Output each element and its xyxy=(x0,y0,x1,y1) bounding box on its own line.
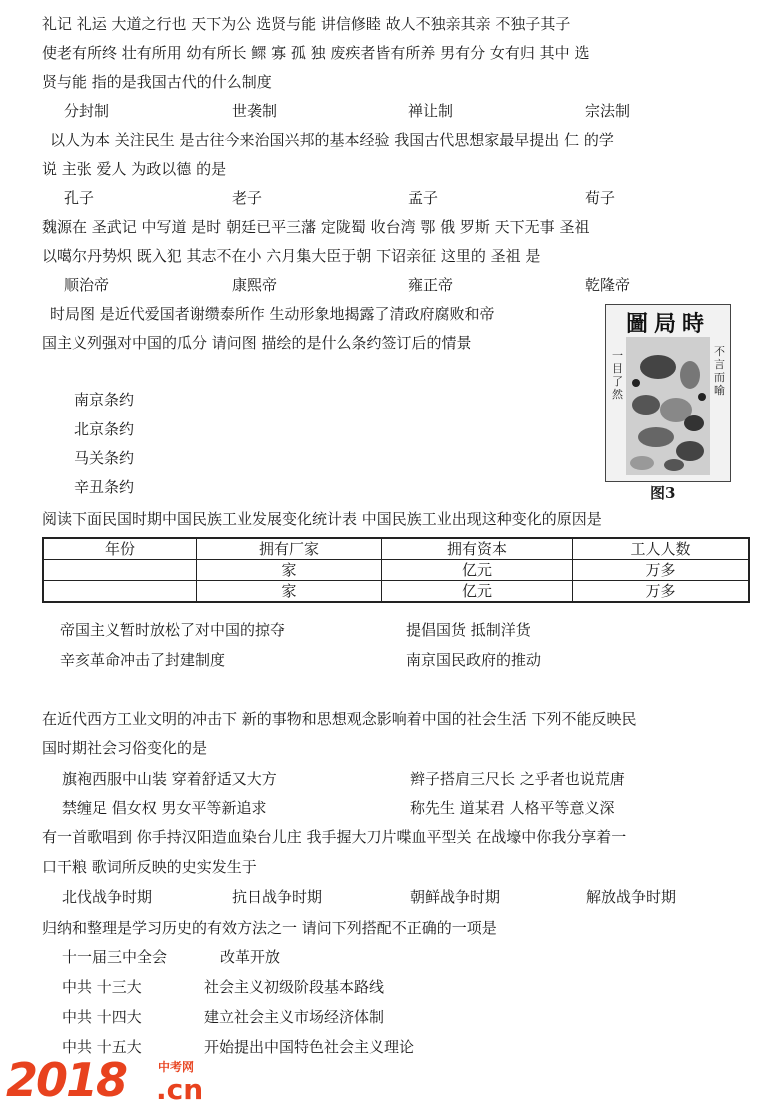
q4-option-a: 南京条约 xyxy=(74,391,135,409)
figure-side-right-text: 不言而喻 xyxy=(714,345,725,397)
q1-option-c: 禅让制 xyxy=(408,102,454,120)
q2-option-a: 孔子 xyxy=(64,189,95,207)
q8-option-b-left: 中共 十三大 xyxy=(62,978,142,996)
table-header-row xyxy=(43,538,749,560)
table-header-year: 年份 xyxy=(43,538,197,560)
logo-number: 2018 xyxy=(6,1053,127,1107)
q3-option-c: 雍正帝 xyxy=(408,276,454,294)
table-cell-year xyxy=(43,581,197,603)
figure-side-left-text: 一目了然 xyxy=(612,349,623,401)
q4-line1: 时局图 是近代爱国者谢缵泰所作 生动形象地揭露了清政府腐败和帝 xyxy=(50,305,495,323)
zhongkao-logo xyxy=(6,1052,236,1110)
figure-caption: 图3 xyxy=(650,484,676,502)
q1-line3: 贤与能 指的是我国古代的什么制度 xyxy=(42,73,272,91)
q8-option-d-left: 中共 十五大 xyxy=(62,1038,142,1056)
q1-option-d: 宗法制 xyxy=(585,102,631,120)
q2-option-d: 荀子 xyxy=(585,189,616,207)
shiju-tu-illustration xyxy=(606,305,730,481)
q2-line2: 说 主张 爱人 为政以德 的是 xyxy=(42,160,227,178)
q6-option-b: 辫子搭肩三尺长 之乎者也说荒唐 xyxy=(410,770,625,788)
logo-tag: 中考网 xyxy=(158,1060,195,1074)
q5-option-d: 南京国民政府的推动 xyxy=(406,651,542,669)
table-header-workers: 工人人数 xyxy=(573,538,750,560)
q4-option-c: 马关条约 xyxy=(74,449,135,467)
q7-option-b: 抗日战争时期 xyxy=(232,888,323,906)
q8-option-b-right: 社会主义初级阶段基本路线 xyxy=(204,978,385,996)
q1-option-a: 分封制 xyxy=(64,102,110,120)
q6-line1: 在近代西方工业文明的冲击下 新的事物和思想观念影响着中国的社会生活 下列不能反映民 xyxy=(42,710,637,728)
q1-line1: 礼记 礼运 大道之行也 天下为公 选贤与能 讲信修睦 故人不独亲其亲 不独子其子 xyxy=(42,15,571,33)
q4-line2: 国主义列强对中国的瓜分 请问图 描绘的是什么条约签订后的情景 xyxy=(42,334,472,352)
q3-option-d: 乾隆帝 xyxy=(585,276,631,294)
q5-option-c: 辛亥革命冲击了封建制度 xyxy=(60,651,226,669)
table-header-capital: 拥有资本 xyxy=(382,538,573,560)
table-cell-factories: 家 xyxy=(197,560,382,581)
figure-title: 圖局時 xyxy=(625,311,710,337)
q5-line1: 阅读下面民国时期中国民族工业发展变化统计表 中国民族工业出现这种变化的原因是 xyxy=(42,510,602,528)
q3-line1: 魏源在 圣武记 中写道 是时 朝廷已平三藩 定陇蜀 收台湾 鄂 俄 罗斯 天下无事 圣祖 xyxy=(42,218,590,236)
q7-option-d: 解放战争时期 xyxy=(586,888,677,906)
q1-line2: 使老有所终 壮有所用 幼有所长 鳏 寡 孤 独 废疾者皆有所养 男有分 女有归 其中 选 xyxy=(42,44,590,62)
industry-statistics-table xyxy=(42,537,750,603)
q3-option-a: 顺治帝 xyxy=(64,276,110,294)
table-cell-workers: 万多 xyxy=(573,560,750,581)
table-cell-factories: 家 xyxy=(197,581,382,603)
table-cell-year xyxy=(43,560,197,581)
table-cell-capital: 亿元 xyxy=(382,560,573,581)
q8-line1: 归纳和整理是学习历史的有效方法之一 请问下列搭配不正确的一项是 xyxy=(42,919,497,937)
q7-option-c: 朝鲜战争时期 xyxy=(410,888,501,906)
table-cell-capital: 亿元 xyxy=(382,581,573,603)
q8-option-a-left: 十一届三中全会 xyxy=(62,948,168,966)
table-row xyxy=(43,560,749,581)
table-row xyxy=(43,581,749,603)
table-cell-workers: 万多 xyxy=(573,581,750,603)
q2-option-b: 老子 xyxy=(232,189,263,207)
q3-option-b: 康熙帝 xyxy=(232,276,278,294)
q4-option-d: 辛丑条约 xyxy=(74,478,135,496)
q4-option-b: 北京条约 xyxy=(74,420,135,438)
q7-line1: 有一首歌唱到 你手持汉阳造血染台儿庄 我手握大刀片喋血平型关 在战壕中你我分享着一 xyxy=(42,828,627,846)
q2-line1: 以人为本 关注民生 是古往今来治国兴邦的基本经验 我国古代思想家最早提出 仁 的学 xyxy=(50,131,614,149)
q6-option-c: 禁缠足 倡女权 男女平等新追求 xyxy=(62,799,267,817)
q8-option-d-right: 开始提出中国特色社会主义理论 xyxy=(204,1038,415,1056)
shiju-tu-figure xyxy=(605,304,731,482)
q8-option-c-right: 建立社会主义市场经济体制 xyxy=(204,1008,385,1026)
q8-option-a-right: 改革开放 xyxy=(220,948,281,966)
logo-domain: .cn xyxy=(156,1073,204,1106)
q1-option-b: 世袭制 xyxy=(232,102,278,120)
q7-option-a: 北伐战争时期 xyxy=(62,888,153,906)
table-header-factories: 拥有厂家 xyxy=(197,538,382,560)
q7-line2: 口干粮 歌词所反映的史实发生于 xyxy=(42,858,257,876)
q5-option-b: 提倡国货 抵制洋货 xyxy=(406,621,531,639)
q2-option-c: 孟子 xyxy=(408,189,439,207)
q6-option-d: 称先生 道某君 人格平等意义深 xyxy=(410,799,615,817)
q5-option-a: 帝国主义暂时放松了对中国的掠夺 xyxy=(60,621,286,639)
q3-line2: 以噶尔丹势炽 既入犯 其志不在小 六月集大臣于朝 下诏亲征 这里的 圣祖 是 xyxy=(42,247,541,265)
q8-option-c-left: 中共 十四大 xyxy=(62,1008,142,1026)
q6-option-a: 旗袍西服中山装 穿着舒适又大方 xyxy=(62,770,277,788)
q6-line2: 国时期社会习俗变化的是 xyxy=(42,739,208,757)
